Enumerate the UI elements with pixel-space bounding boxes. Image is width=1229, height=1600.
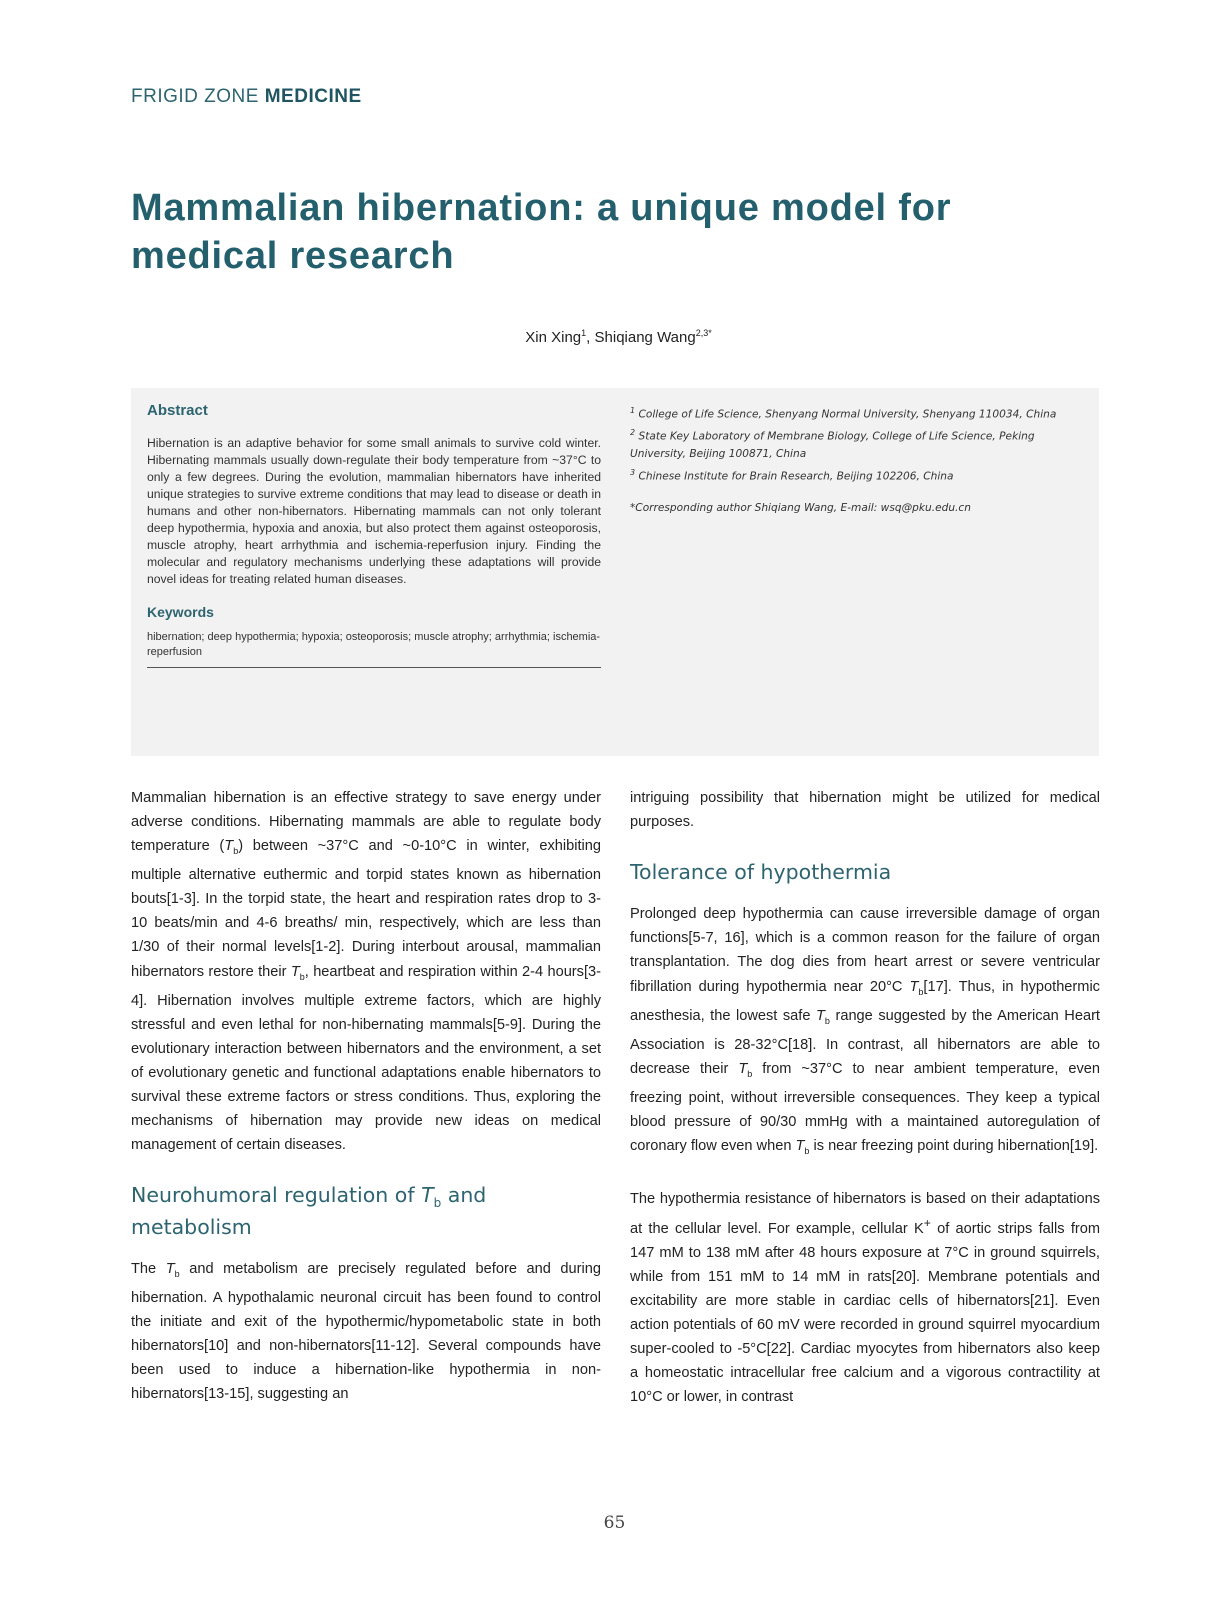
corresponding-author: *Corresponding author Shiqiang Wang, E-mail: wsq@pku.edu.cn [630, 501, 971, 514]
author-name: Xin Xing [525, 329, 582, 346]
author-list [131, 328, 1106, 346]
body-column-left [131, 786, 601, 1406]
affiliation-text: State Key Laboratory of Membrane Biology, College of Life Science, Peking University, Beijing 100871, China [630, 430, 1035, 461]
author-affiliation-mark: 1 [581, 328, 587, 338]
journal-name [131, 86, 362, 108]
abstract-text: Hibernation is an adaptive behavior for some small animals to survive cold winter. Hibernating mammals usually down-regulate their body temperature from ~37°C to only a few degrees. During the evolution, mammalian hibernators have inherited unique strategies to survive extreme conditions that may lead to disease or death in humans and other non-hibernators. Hibernating mammals can not only tolerant deep hypothermia, hypoxia and anoxia, but also protect them against osteoporosis, muscle atrophy, heart arrhythmia and ischemia-reperfusion injury. Finding the molecular and regulatory mechanisms underlying these adaptations will provide novel ideas for treating related human diseases. [147, 436, 601, 586]
affiliation-2 [630, 424, 1085, 464]
section-heading-tolerance: Tolerance of hypothermia [630, 860, 892, 885]
keywords-heading: Keywords [147, 604, 214, 620]
neurohumoral-paragraph: The $T_b$ and metabolism are precisely regulated before and during hibernation. A hypothalamic neuronal circuit has been found to control the initiate and exit of the hypothermic/hypometabolic state in both hibernators[10] and non-hibernators[11-12]. Several compounds have been used to induce a hibernation-like hypothermia in non-hibernators[13-15], suggesting an [131, 1260, 601, 1402]
affiliation-mark: 2 [630, 428, 636, 438]
section-heading-neurohumoral: Neurohumoral regulation of $T_b$ and metabolism [131, 1183, 487, 1240]
tolerance-paragraph: Prolonged deep hypothermia can cause irreversible damage of organ functions[5-7, 16], which is a common reason for the failure of organ transplantation. The dog dies from heart arrest or severe ventricular fibrillation during hypothermia near 20°C $T_b[17]$. Thus, in hypothermic anesthesia, the lowest safe $T_b$ range suggested by the American Heart Association is 28-32°C[18]. In contrast, all hibernators are able to decrease their $T_b$ from ~37°C to near ambient temperature, even freezing point, without irreversible consequences. They keep a typical blood pressure of 90/30 mmHg with a maintained autoregulation of coronary flow even when $T_b$ is near freezing point during hibernation[19]. [630, 906, 1100, 1156]
affiliations [630, 402, 1085, 517]
neurohumoral-paragraph-continued: intriguing possibility that hibernation might be utilized for medical purposes. [630, 790, 1100, 831]
affiliation-text: College of Life Science, Shenyang Normal University, Shenyang 110034, China [638, 408, 1057, 421]
abstract-heading: Abstract [147, 402, 208, 419]
abstract-section [147, 402, 601, 668]
author-affiliation-mark: 2,3* [695, 328, 712, 338]
affiliation-3 [630, 464, 1085, 486]
affiliation-text: Chinese Institute for Brain Research, Beijing 102206, China [638, 470, 954, 483]
journal-name-light: FRIGID ZONE [131, 86, 259, 107]
intro-paragraph: Mammalian hibernation is an effective strategy to save energy under adverse conditions. Hibernating mammals are able to regulate body temperature $(T_b)$ between ~37°C and ~0-10°C in winter, exhibiting multiple alternative euthermic and torpid states known as hibernation bouts[1-3]. In the torpid state, the heart and respiration rates drop to 3-10 beats/min and 4-6 breaths/ min, respectively, which are less than 1/30 of their normal levels[1-2]. During interbout arousal, mammalian hibernators restore their $T_b$, heartbeat and respiration within 2-4 hours[3-4]. Hibernation involves multiple extreme factors, which are highly stressful and even lethal for non-hibernating mammals[5-9]. During the evolutionary interaction between hibernators and the environment, a set of evolutionary genetic and functional adaptations enable hibernators to survival these extreme factors or stress conditions. Thus, exploring the mechanisms of hibernation may provide new ideas on medical management of certain diseases. [131, 790, 601, 1154]
author-name: Shiqiang Wang [594, 329, 696, 346]
affiliation-mark: 3 [630, 467, 636, 477]
page-number: 65 [603, 1513, 626, 1533]
affiliation-mark: 1 [630, 406, 636, 415]
affiliation-1 [630, 402, 1085, 424]
article-title: Mammalian hibernation: a unique model for medical research [131, 187, 952, 277]
keywords-text: hibernation; deep hypothermia; hypoxia; osteoporosis; muscle atrophy; arrhythmia; ischemia-reperfusion [147, 630, 601, 668]
body-column-right [630, 786, 1100, 1410]
author-separator: , [586, 329, 595, 346]
journal-name-bold: MEDICINE [264, 86, 362, 107]
resistance-paragraph: The hypothermia resistance of hibernators is based on their adaptations at the cellular level. For example, cellular K+ of aortic strips falls from 147 mM to 138 mM after 48 hours exposure at 7°C in ground squirrels, while from 151 mM to 14 mM in rats[20]. Membrane potentials and excitability are more stable in cardiac cells of hibernators[21]. Even action potentials of 60 mV were recorded in ground squirrel myocardium super-cooled to -5°C[22]. Cardiac myocytes from hibernators also keep a homeostatic intracellular free calcium and a vigorous contractility at 10°C or lower, in contrast [630, 1190, 1101, 1406]
abstract-box [131, 388, 1099, 756]
